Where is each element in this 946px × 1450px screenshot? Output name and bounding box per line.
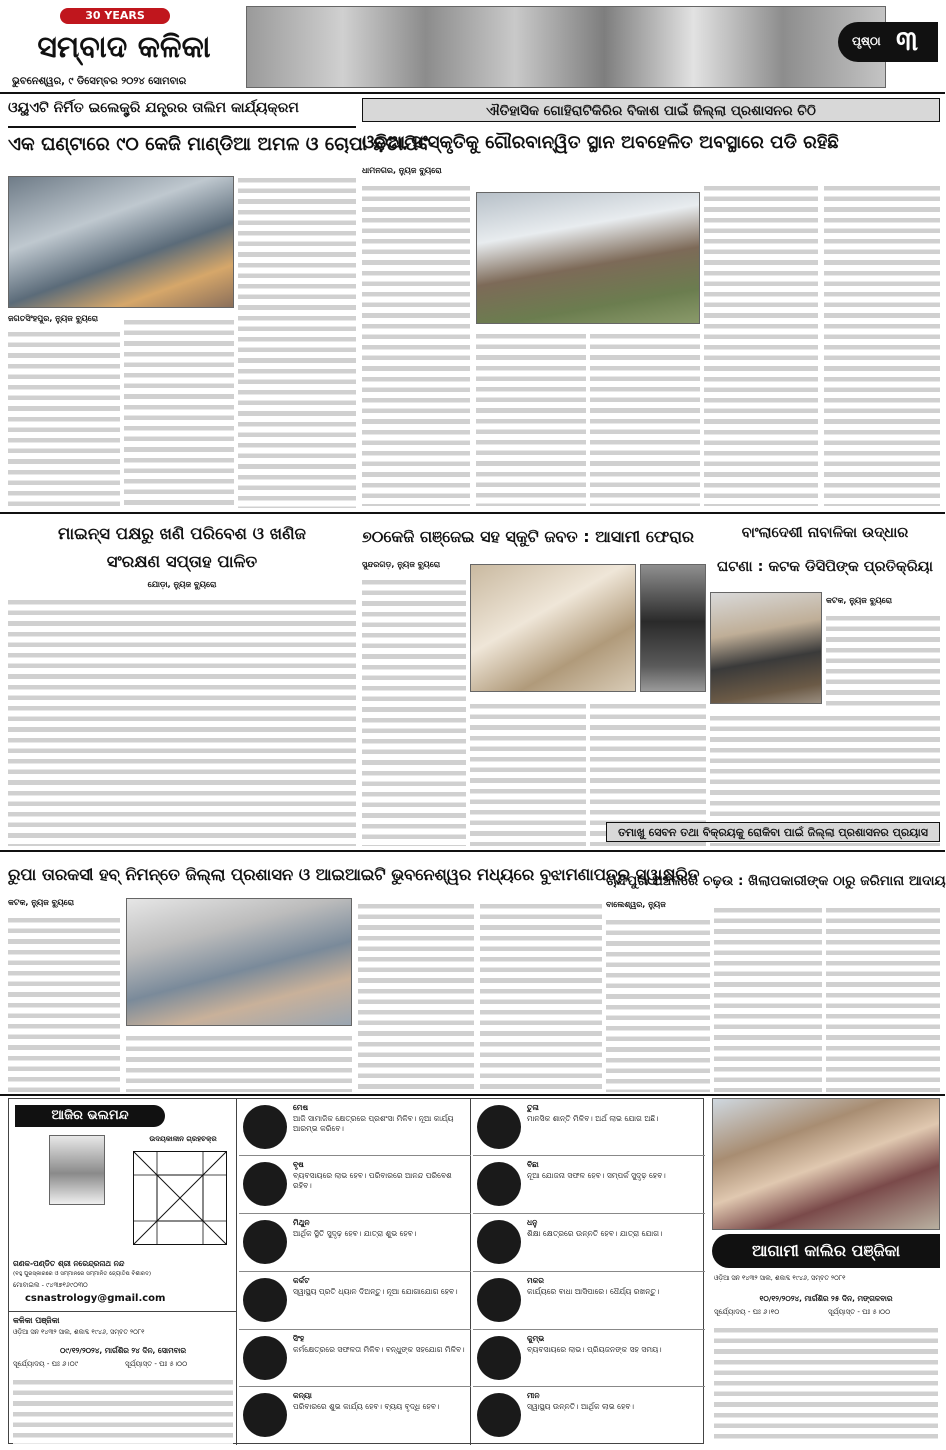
page-number: ୩ [896, 24, 919, 57]
story7-text-col3 [826, 902, 940, 1092]
zodiac-grid [239, 1099, 705, 1445]
zodiac-text: ସ୍ୱାସ୍ଥ୍ୟ ଉନ୍ନତି। ଆର୍ଥିକ ଲାଭ ହେବ। [527, 1402, 634, 1411]
tobacco-raid-photo [712, 1098, 940, 1230]
story6-text-col2 [126, 1030, 352, 1092]
zodiac-row [239, 1156, 471, 1214]
story-bangladeshi-minor [710, 516, 940, 846]
panjika-today-title: କଳିକା ପଞ୍ଜିକା [13, 1316, 60, 1325]
zodiac-row [239, 1387, 471, 1445]
zodiac-row [473, 1330, 705, 1387]
zodiac-text: ବ୍ୟବସାୟରେ ଲାଭ ହେବ। ପରିବାରରେ ଆନନ୍ଦ ପରିବେଶ ରହିବ। [293, 1171, 452, 1190]
story5-text-col1 [826, 610, 940, 706]
story4-photo-scooter [640, 564, 706, 692]
story2-kicker: ଐତିହାସିକ ଗୋହିରାଟିକିରିର ବିକାଶ ପାଇଁ ଜିଲ୍ଲା ପ୍ରଶାସନର ଚିଠି [362, 98, 940, 122]
zodiac-name: କର୍କଟ [293, 1276, 310, 1285]
taurus-icon [243, 1162, 287, 1206]
zodiac-text: ମାନସିକ ଶାନ୍ତି ମିଳିବ। ଅର୍ଥ ଲାଭ ଯୋଗ ଅଛି। [527, 1114, 659, 1123]
story2-text-col1 [362, 180, 470, 506]
astrologer-email[interactable]: csnastrology@gmail.com [25, 1293, 166, 1304]
zodiac-text: ଆର୍ଥିକ ସ୍ଥିତି ସୁଦୃଢ଼ ହେବ। ଯାତ୍ରା ଶୁଭ ହେବ। [293, 1229, 417, 1238]
section-rule-3 [0, 1094, 945, 1096]
story-ganja-seizure [362, 516, 706, 846]
astrologer-name: ଗଣକ-ପଣ୍ଡିତ ଶ୍ରୀ ନରେନ୍ଦ୍ରନାଥ ନନ୍ଦ [13, 1259, 125, 1268]
story4-text-col2 [470, 698, 586, 846]
section-rule-1 [0, 512, 945, 514]
zodiac-name: କୁମ୍ଭ [527, 1334, 545, 1343]
story1-kicker: ଓୟୁଏଟି ନିର୍ମିତ ଇଲେକ୍ଟ୍ରି ଯନ୍ତ୍ରର ତାଲିମ କାର୍ଯ୍ୟକ୍ରମ [8, 100, 299, 116]
cancer-icon [243, 1278, 287, 1322]
dateline-top: ଭୁବନେଶ୍ୱର, ୯ ଡିସେମ୍ବର ୨୦୨୪ ସୋମବାର [12, 76, 187, 87]
masthead-rule [0, 92, 945, 94]
zodiac-name: ମୀନ [527, 1391, 540, 1400]
scorpio-icon [477, 1162, 521, 1206]
horoscope-box [8, 1098, 704, 1444]
story4-text-col1 [362, 574, 466, 846]
story2-text-col5 [824, 180, 940, 506]
zodiac-row [239, 1099, 471, 1156]
panjika-tomorrow [712, 1272, 940, 1444]
story2-headline: ଓଡ଼ିଆ ସଂସ୍କୃତିକୁ ଗୌରବାନ୍ୱିତ ସ୍ଥାନ ଅବହେଳିତ ଅବସ୍ଥାରେ ପଡି ରହିଛି [362, 132, 839, 153]
aries-icon [243, 1105, 287, 1149]
zodiac-row [239, 1272, 471, 1330]
masthead [0, 0, 945, 92]
zodiac-name: ମକର [527, 1276, 545, 1285]
masthead-photo-strip [246, 6, 886, 88]
panjika-today-date: ୦୯/୧୨/୨୦୨୪, ମାର୍ଗଶିର ୨୪ ଦିନ, ସୋମବାର [60, 1346, 186, 1355]
story2-text-col3 [590, 328, 700, 506]
story1-text-col2 [8, 326, 120, 506]
story1-text-col3 [124, 314, 234, 506]
newspaper-logo: ସମ୍ବାଦ କଳିକା [37, 30, 211, 65]
story1-headline: ଏକ ଘଣ୍ଟାରେ ୯୦ କେଜି ମାଣ୍ଡିଆ ଅମଳ ଓ ଚୋପା ଛଡାଯିବ [8, 126, 356, 160]
zodiac-col-left [239, 1099, 471, 1445]
story1-dateline: ଜଗତସିଂହପୁର, ନ୍ୟୁଜ ବ୍ୟୁରୋ [8, 314, 99, 323]
libra-icon [477, 1105, 521, 1149]
zodiac-row [473, 1214, 705, 1272]
zodiac-name: ମେଷ [293, 1103, 309, 1112]
story-tobacco-raid [606, 822, 946, 1092]
panjika-tomorrow-sunset: ସୂର୍ଯ୍ୟାସ୍ତ - ଘଃ ୫।୦୦ [828, 1308, 891, 1316]
zodiac-row [239, 1214, 471, 1272]
story6-text-col4 [480, 898, 602, 1092]
horoscope-chart-title: ଉଦୟକାଳୀନ ଗ୍ରହଚକ୍ର [149, 1135, 217, 1143]
panjika-today-sunset: ସୂର୍ଯ୍ୟାସ୍ତ - ଘଃ ୫।୦୦ [125, 1360, 188, 1368]
story5-headline-2: ଘଟଣା : କଟକ ଡିସିପିଙ୍କ ପ୍ରତିକ୍ରିୟା [717, 559, 933, 575]
panjika-today-line1: ଓଡ଼ିଆ ସନ ୧୪୩୨ ସାଲ, ଶକାବ୍ଦ ୧୯୪୬, ସମ୍ବତ ୨୦୮୧ [13, 1328, 145, 1336]
zodiac-text: ପରିବାରରେ ଶୁଭ କାର୍ଯ୍ୟ ହେବ। ବ୍ୟୟ ବୃଦ୍ଧି ହେବ। [293, 1402, 440, 1411]
panjika-tomorrow-line1: ଓଡ଼ିଆ ସନ ୧୪୩୨ ସାଲ, ଶକାବ୍ଦ ୧୯୪୬, ସମ୍ବତ ୨୦୮୧ [714, 1274, 846, 1282]
story7-dateline: ବାଲେଶ୍ୱର, ନ୍ୟୁଜ [606, 900, 666, 909]
page-number-badge [838, 22, 938, 62]
astrologer-note: (ବହୁ ପୁରସ୍କାରରେ ଓ ସମ୍ମାନରେ ସମ୍ମାନିତ ଜ୍ୟୋତିଷ ବିଶାରଦ) [13, 1271, 152, 1277]
panjika-tomorrow-title: ଆଗାମୀ କାଲିର ପଞ୍ଜିକା [712, 1234, 940, 1268]
story3-headline-1: ମାଇନ୍ସ ପକ୍ଷରୁ ଖଣି ପରିବେଶ ଓ ଖଣିଜ [58, 524, 306, 543]
story4-headline: ୭୦କେଜି ଗଞ୍ଜେଇ ସହ ସ୍କୁଟି ଜବତ : ଆସାମୀ ଫେରାର [362, 527, 695, 546]
zodiac-name: ବିଛା [527, 1160, 539, 1169]
horoscope-left [9, 1099, 237, 1311]
horoscope-chart [133, 1151, 227, 1245]
page-label: ପୃଷ୍ଠା [852, 34, 881, 48]
story2-text-col2 [476, 328, 586, 506]
zodiac-row [473, 1387, 705, 1445]
astrologer-photo [49, 1135, 105, 1205]
zodiac-text: ବ୍ୟବସାୟରେ ଲାଭ। ପ୍ରିୟଜନଙ୍କ ସହ ସମୟ। [527, 1345, 662, 1354]
panjika-today-details [13, 1374, 233, 1444]
zodiac-text: ନୂଆ ଯୋଜନା ସଫଳ ହେବ। ସମ୍ପର୍କ ସୁଦୃଢ଼ ହେବ। [527, 1171, 666, 1180]
story-heritage-site [362, 96, 940, 506]
story7-kicker: ତମାଖୁ ସେବନ ତଥା ବିକ୍ରୟକୁ ରୋକିବା ପାଇଁ ଜିଲ୍ଲା ପ୍ରଶାସନର ପ୍ରୟାସ [606, 822, 940, 842]
panjika-tomorrow-date: ୧୦/୧୨/୨୦୨୪, ମାର୍ଗଶିର ୨୫ ଦିନ, ମଙ୍ଗଳବାର [759, 1294, 893, 1303]
panjika-today-sunrise: ସୂର୍ଯ୍ୟୋଦୟ - ଘଃ ୬।୦୯ [13, 1360, 79, 1368]
story7-text-col1 [606, 914, 710, 1092]
story6-photo-mou [126, 898, 352, 1026]
story6-text-col3 [358, 898, 474, 1092]
astrologer-phone: ମୋବାଇଲ - ୯୪୩୭୧୬୯୦୩୦ [13, 1281, 88, 1289]
zodiac-name: ଧନୁ [527, 1218, 538, 1227]
story4-photo-sacks [470, 564, 636, 692]
story-mining-week [8, 516, 356, 846]
zodiac-name: କନ୍ୟା [293, 1391, 312, 1400]
virgo-icon [243, 1393, 287, 1437]
horoscope-title: ଆଜିର ଭଲମନ୍ଦ [15, 1105, 165, 1127]
panjika-tomorrow-details [714, 1322, 938, 1442]
zodiac-name: ମିଥୁନ [293, 1218, 310, 1227]
story6-dateline: କଟକ, ନ୍ୟୁଜ ବ୍ୟୁରୋ [8, 898, 75, 907]
story6-text-col1 [8, 912, 120, 1092]
zodiac-row [473, 1156, 705, 1214]
story2-text-col4 [704, 180, 818, 506]
panjika-today [9, 1311, 237, 1445]
zodiac-col-right [473, 1099, 705, 1445]
thirty-years-badge: 30 YEARS [60, 8, 170, 24]
zodiac-text: କର୍ମକ୍ଷେତ୍ରରେ ସଫଳତା ମିଳିବ। ବନ୍ଧୁଙ୍କ ସହଯୋଗ ମିଳିବ। [293, 1345, 465, 1354]
zodiac-text: କାର୍ଯ୍ୟରେ ବାଧା ଆସିପାରେ। ଧୈର୍ଯ୍ୟ ରଖନ୍ତୁ। [527, 1287, 660, 1296]
gemini-icon [243, 1220, 287, 1264]
aquarius-icon [477, 1336, 521, 1380]
story6-headline: ରୁପା ତାରକସୀ ହବ୍ ନିମନ୍ତେ ଜିଲ୍ଲା ପ୍ରଶାସନ ଓ ଆଇଆଇଟି ଭୁବନେଶ୍ୱର ମଧ୍ୟରେ ବୁଝାମଣାପତ୍ର ସ୍ୱାକ୍ଷରିତ [8, 865, 700, 884]
sagittarius-icon [477, 1220, 521, 1264]
zodiac-row [239, 1330, 471, 1387]
story5-dateline: କଟକ, ନ୍ୟୁଜ ବ୍ୟୁରୋ [826, 596, 893, 605]
leo-icon [243, 1336, 287, 1380]
zodiac-row [473, 1099, 705, 1156]
zodiac-row [473, 1272, 705, 1330]
zodiac-name: ସିଂହ [293, 1334, 305, 1343]
story3-text-col1 [8, 594, 356, 846]
story7-headline: ଚାନ୍ଦିପୁର ଅଞ୍ଚଳରେ ଚଢ଼ଉ : ଖିଲାପକାରୀଙ୍କ ଠାରୁ ଜରିମାନା ଆଦାୟ [606, 873, 946, 889]
zodiac-name: ବୃଷ [293, 1160, 304, 1169]
story7-text-col2 [714, 902, 822, 1092]
story5-headline-1: ବାଂଲାଦେଶୀ ନାବାଳିକା ଉଦ୍ଧାର [741, 525, 909, 541]
story3-dateline: ଯୋଡ଼ା, ନ୍ୟୁଜ ବ୍ୟୁରୋ [147, 580, 217, 589]
capricorn-icon [477, 1278, 521, 1322]
story4-dateline: ସୁନ୍ଦରଗଡ଼, ନ୍ୟୁଜ ବ୍ୟୁରୋ [362, 560, 441, 569]
zodiac-text: ସ୍ୱାସ୍ଥ୍ୟ ପ୍ରତି ଧ୍ୟାନ ଦିଅନ୍ତୁ। ନୂଆ ଯୋଗାଯୋଗ ହେବ। [293, 1287, 458, 1296]
story1-photo [8, 176, 234, 308]
story2-photo-shrine [476, 192, 700, 324]
pisces-icon [477, 1393, 521, 1437]
story1-text-col1 [238, 172, 356, 508]
panjika-tomorrow-sunrise: ସୂର୍ଯ୍ୟୋଦୟ - ଘଃ ୬।୧୦ [714, 1308, 780, 1316]
zodiac-text: ଆଜି ସାମାଜିକ କ୍ଷେତ୍ରରେ ପ୍ରଶଂସା ମିଳିବ। ନୂଆ କାର୍ଯ୍ୟ ଆରମ୍ଭ କରିବେ। [293, 1114, 454, 1133]
zodiac-name: ତୁଳା [527, 1103, 539, 1112]
story5-photo-dcp [710, 592, 822, 704]
story2-dateline: ଧାମନଗର, ନ୍ୟୁଜ ବ୍ୟୁରୋ [362, 166, 442, 175]
story3-headline-2: ସଂରକ୍ଷଣ ସପ୍ତାହ ପାଳିତ [106, 552, 258, 571]
zodiac-text: ଶିକ୍ଷା କ୍ଷେତ୍ରରେ ଉନ୍ନତି ହେବ। ଯାତ୍ରା ଯୋଗ। [527, 1229, 663, 1238]
